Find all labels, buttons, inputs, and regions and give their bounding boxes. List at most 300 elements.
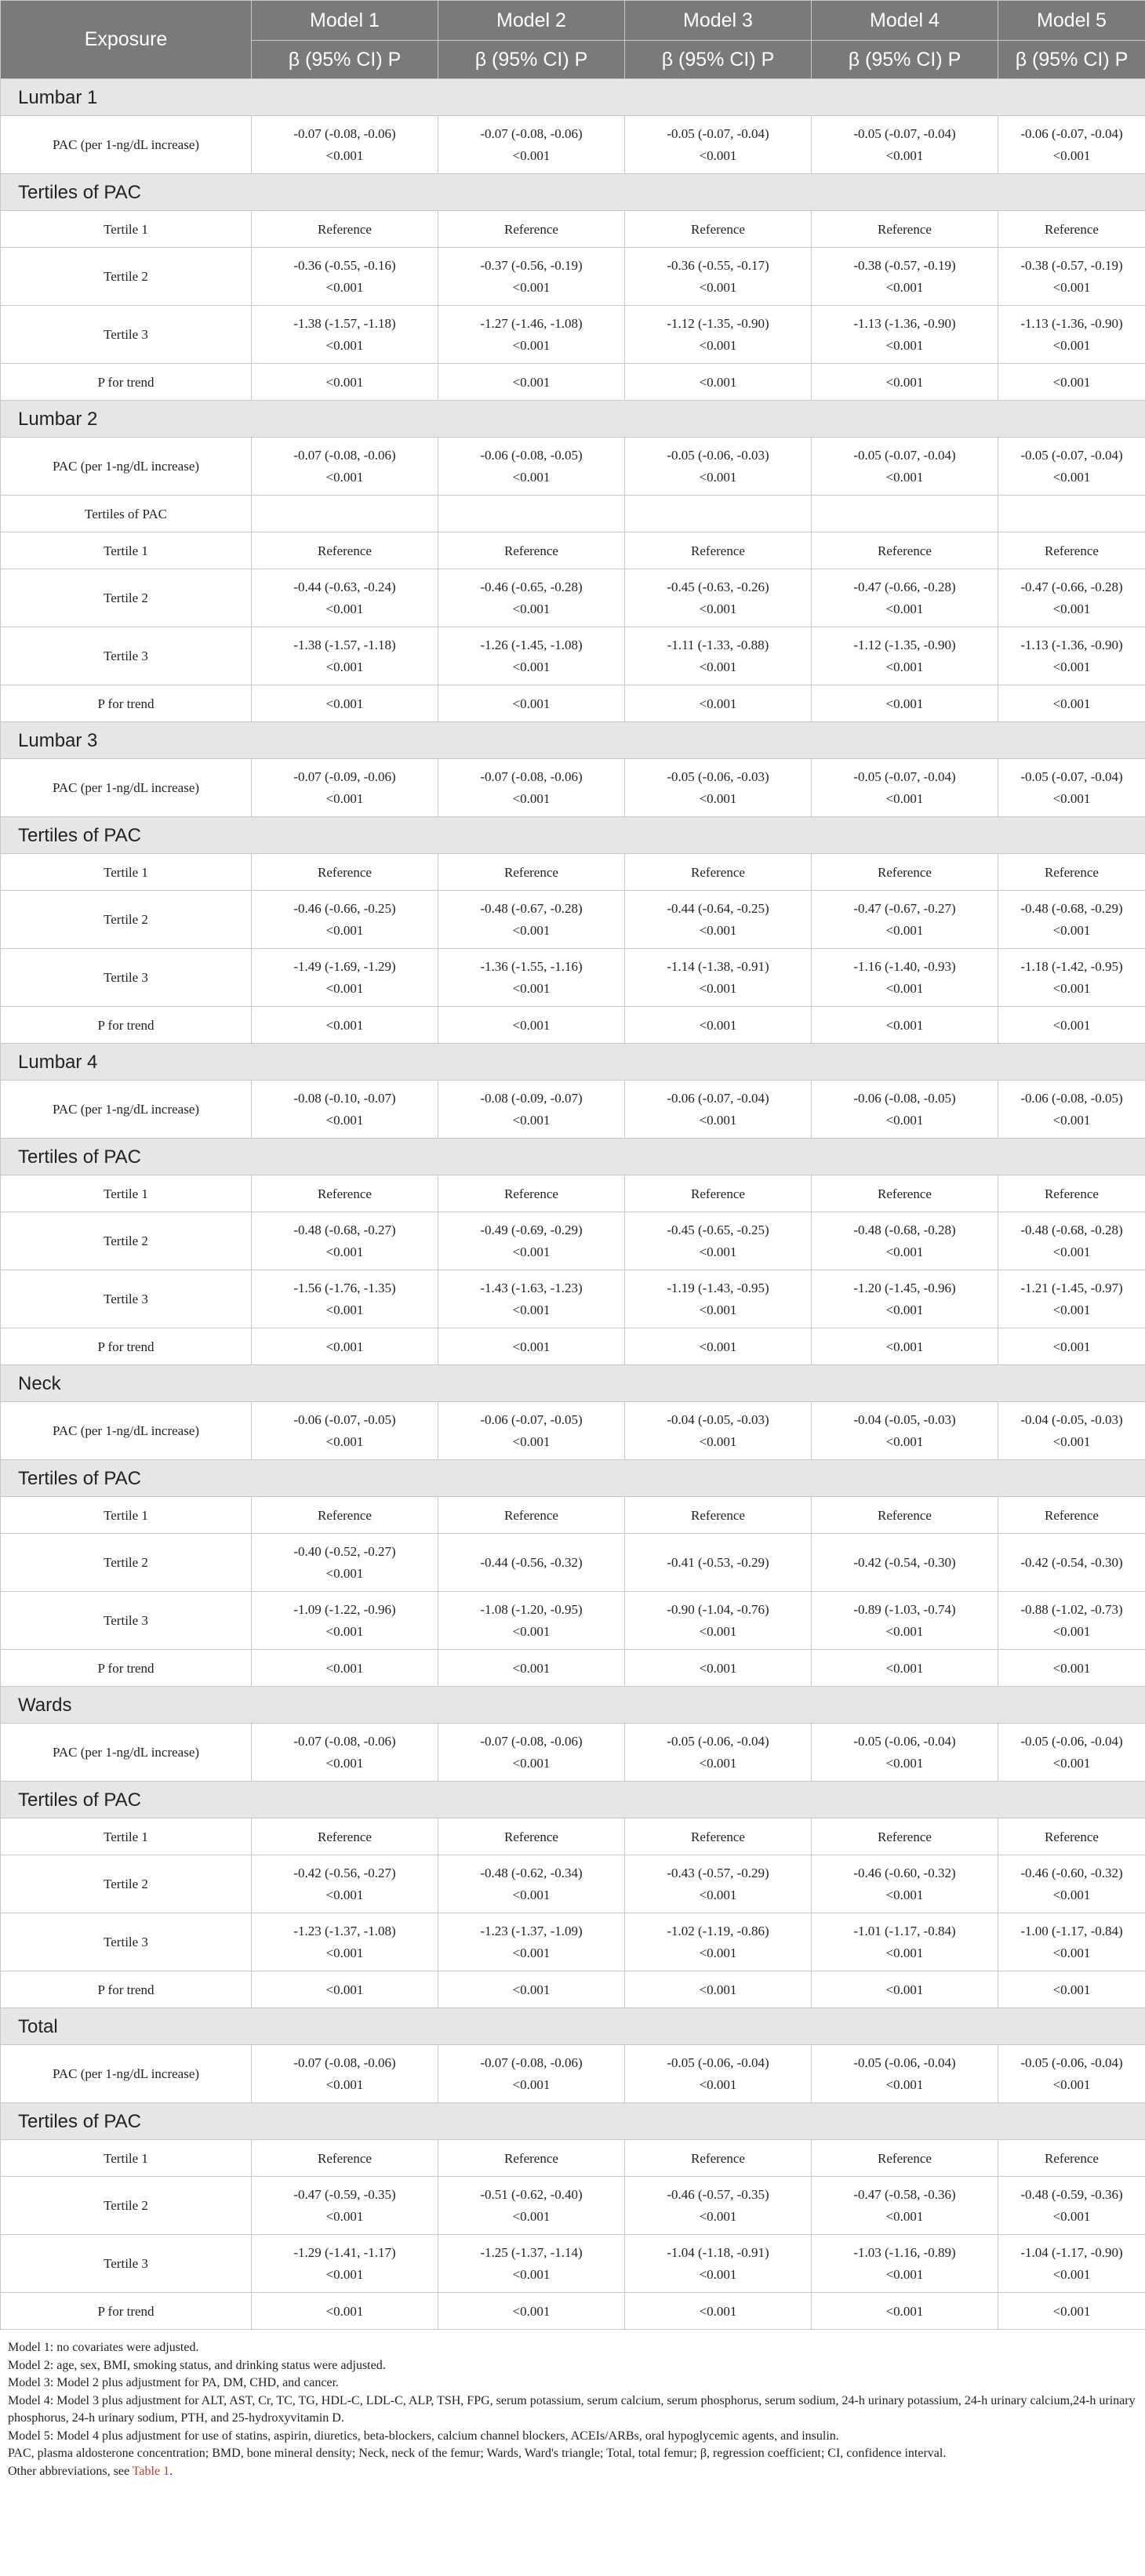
trend-row-wards-label: P for trend — [1, 1971, 252, 2008]
p-value: <0.001 — [512, 1112, 551, 1128]
tertile-2-row-lumbar-1-model-4 — [812, 248, 998, 306]
section-title: Wards — [1, 1687, 1145, 1724]
p-value: <0.001 — [699, 1623, 737, 1639]
p-value: <0.001 — [325, 922, 364, 938]
estimate-value: -0.47 (-0.59, -0.35) — [293, 2186, 396, 2202]
tertile-1-row-neck-model-5: Reference — [998, 1497, 1145, 1534]
tertile-1-row-lumbar-2-model-4: Reference — [812, 532, 998, 569]
p-value: <0.001 — [699, 1945, 737, 1960]
estimate-value: -0.07 (-0.08, -0.06) — [293, 2055, 396, 2070]
estimate-value: -0.07 (-0.08, -0.06) — [293, 447, 396, 463]
estimate-value: -0.04 (-0.05, -0.03) — [1020, 1412, 1123, 1427]
pac-row-lumbar-1-model-1 — [252, 116, 438, 174]
tertile-1-row-wards-model-4: Reference — [812, 1818, 998, 1855]
trend-row-lumbar-1-model-4: <0.001 — [812, 364, 998, 401]
p-value: <0.001 — [885, 601, 924, 616]
tertile-1-row-total-model-5: Reference — [998, 2140, 1145, 2177]
p-value: <0.001 — [512, 1945, 551, 1960]
tertile-2-row-lumbar-4-label: Tertile 2 — [1, 1212, 252, 1270]
tertile-1-row-neck — [1, 1497, 1145, 1534]
model-4-subheader: β (95% CI) P — [812, 41, 998, 79]
section-header-neck — [1, 1365, 1145, 1402]
tertile-3-row-neck-model-2 — [438, 1592, 625, 1650]
p-value: <0.001 — [512, 469, 551, 485]
p-value: <0.001 — [885, 1755, 924, 1771]
tertile-1-row-lumbar-3-model-5: Reference — [998, 854, 1145, 891]
trend-row-total-model-5: <0.001 — [998, 2293, 1145, 2330]
pac-row-lumbar-4-model-2 — [438, 1081, 625, 1139]
trend-row-lumbar-1-model-3: <0.001 — [625, 364, 812, 401]
pac-row-lumbar-1-model-4 — [812, 116, 998, 174]
p-value: <0.001 — [512, 980, 551, 996]
estimate-value: -1.38 (-1.57, -1.18) — [293, 315, 396, 331]
tertile-1-row-lumbar-4-model-3: Reference — [625, 1175, 812, 1212]
p-value: <0.001 — [699, 1433, 737, 1449]
estimate-value: -1.43 (-1.63, -1.23) — [480, 1280, 583, 1295]
estimate-value: -0.48 (-0.59, -0.36) — [1020, 2186, 1123, 2202]
trend-row-lumbar-4-model-3: <0.001 — [625, 1328, 812, 1365]
tertile-2-row-wards-model-5 — [998, 1855, 1145, 1913]
tertile-2-row-lumbar-3-label: Tertile 2 — [1, 891, 252, 949]
pac-row-neck-model-3 — [625, 1402, 812, 1460]
p-value: <0.001 — [1052, 922, 1091, 938]
tertile-2-row-lumbar-3-model-5 — [998, 891, 1145, 949]
tertile-2-row-neck-model-3 — [625, 1534, 812, 1592]
tertiles-title: Tertiles of PAC — [1, 1782, 1145, 1818]
p-value: <0.001 — [699, 469, 737, 485]
estimate-value: -0.47 (-0.58, -0.36) — [853, 2186, 956, 2202]
tertile-1-row-wards-model-2: Reference — [438, 1818, 625, 1855]
tertile-2-row-lumbar-1-model-3 — [625, 248, 812, 306]
p-value: <0.001 — [325, 1433, 364, 1449]
tertile-2-row-neck-model-2 — [438, 1534, 625, 1592]
tertile-3-row-neck — [1, 1592, 1145, 1650]
trend-row-wards — [1, 1971, 1145, 2008]
trend-row-wards-model-4: <0.001 — [812, 1971, 998, 2008]
tertile-3-row-wards-label: Tertile 3 — [1, 1913, 252, 1971]
pac-row-lumbar-2-model-4 — [812, 438, 998, 496]
p-value: <0.001 — [885, 922, 924, 938]
tertile-1-row-lumbar-2-model-2: Reference — [438, 532, 625, 569]
tertile-2-row-total-model-5 — [998, 2177, 1145, 2235]
tertile-1-row-total-model-1: Reference — [252, 2140, 438, 2177]
p-value: <0.001 — [699, 601, 737, 616]
section-title: Total — [1, 2008, 1145, 2045]
estimate-value: -0.05 (-0.07, -0.04) — [853, 447, 956, 463]
trend-row-neck-model-5: <0.001 — [998, 1650, 1145, 1687]
p-value: <0.001 — [325, 1302, 364, 1317]
tertile-2-row-wards — [1, 1855, 1145, 1913]
trend-row-lumbar-3-model-4: <0.001 — [812, 1007, 998, 1044]
p-value: <0.001 — [325, 1755, 364, 1771]
estimate-value: -0.48 (-0.62, -0.34) — [480, 1865, 583, 1880]
p-value: <0.001 — [699, 1302, 737, 1317]
trend-row-lumbar-1-label: P for trend — [1, 364, 252, 401]
tertile-2-row-lumbar-2-label: Tertile 2 — [1, 569, 252, 627]
p-value: <0.001 — [1052, 601, 1091, 616]
trend-row-total — [1, 2293, 1145, 2330]
estimate-value: -0.06 (-0.08, -0.05) — [480, 447, 583, 463]
tertile-3-row-neck-model-4 — [812, 1592, 998, 1650]
estimate-value: -1.00 (-1.17, -0.84) — [1020, 1923, 1123, 1938]
section-title: Lumbar 3 — [1, 722, 1145, 759]
estimate-value: -0.05 (-0.06, -0.04) — [853, 2055, 956, 2070]
estimate-value: -1.18 (-1.42, -0.95) — [1020, 958, 1123, 974]
section-header-wards — [1, 1687, 1145, 1724]
footnote-other-prefix: Other abbreviations, see — [8, 2464, 133, 2478]
tertiles-header-lumbar-1 — [1, 174, 1145, 211]
tertile-1-row-lumbar-3 — [1, 854, 1145, 891]
estimate-value: -0.49 (-0.69, -0.29) — [480, 1222, 583, 1237]
pac-row-total-model-5 — [998, 2045, 1145, 2103]
model-2-header: Model 2 — [438, 1, 625, 41]
p-value: <0.001 — [885, 1112, 924, 1128]
estimate-value: -0.45 (-0.63, -0.26) — [667, 579, 769, 594]
tertiles-header-neck — [1, 1460, 1145, 1497]
pac-row-lumbar-4-model-1 — [252, 1081, 438, 1139]
tertile-3-row-wards-model-4 — [812, 1913, 998, 1971]
tertile-1-row-lumbar-3-model-4: Reference — [812, 854, 998, 891]
footnote-other-suffix: . — [169, 2464, 173, 2478]
estimate-value: -0.44 (-0.56, -0.32) — [480, 1554, 583, 1570]
p-value: <0.001 — [885, 790, 924, 806]
estimate-value: -1.01 (-1.17, -0.84) — [853, 1923, 956, 1938]
footnote-other — [8, 2463, 1137, 2481]
p-value: <0.001 — [325, 659, 364, 674]
tertile-1-row-total — [1, 2140, 1145, 2177]
tertile-3-row-lumbar-4-model-1 — [252, 1270, 438, 1328]
p-value: <0.001 — [885, 337, 924, 353]
tertile-2-row-lumbar-1-model-2 — [438, 248, 625, 306]
pac-row-total-model-2 — [438, 2045, 625, 2103]
p-value: <0.001 — [1052, 659, 1091, 674]
footnote-abbreviations: PAC, plasma aldosterone concentration; BMD, bone mineral density; Neck, neck of the femur; Wards, Ward's triangle; Total, total femur; β, regression coefficient; CI, confidence interval. — [8, 2447, 947, 2460]
trend-row-lumbar-3 — [1, 1007, 1145, 1044]
tertile-2-row-wards-model-2 — [438, 1855, 625, 1913]
estimate-value: -0.06 (-0.08, -0.05) — [853, 1090, 956, 1106]
tertile-2-row-neck-model-1 — [252, 1534, 438, 1592]
tertile-3-row-lumbar-2-model-4 — [812, 627, 998, 685]
pac-row-lumbar-4 — [1, 1081, 1145, 1139]
tertile-1-row-neck-model-3: Reference — [625, 1497, 812, 1534]
estimate-value: -0.05 (-0.07, -0.04) — [853, 125, 956, 141]
p-value: <0.001 — [1052, 1302, 1091, 1317]
trend-row-total-label: P for trend — [1, 2293, 252, 2330]
p-value: <0.001 — [699, 1755, 737, 1771]
tertile-3-row-total-model-1 — [252, 2235, 438, 2293]
pac-row-lumbar-2-label: PAC (per 1-ng/dL increase) — [1, 438, 252, 496]
pac-row-total-model-3 — [625, 2045, 812, 2103]
pac-row-wards-model-5 — [998, 1724, 1145, 1782]
p-value: <0.001 — [1052, 1623, 1091, 1639]
estimate-value: -0.38 (-0.57, -0.19) — [853, 257, 956, 273]
estimate-value: -0.06 (-0.08, -0.05) — [1020, 1090, 1123, 1106]
pac-row-wards-model-1 — [252, 1724, 438, 1782]
tertile-1-row-neck-label: Tertile 1 — [1, 1497, 252, 1534]
model-4-header: Model 4 — [812, 1, 998, 41]
tertile-3-row-lumbar-1-model-4 — [812, 306, 998, 364]
pac-row-neck — [1, 1402, 1145, 1460]
pac-row-lumbar-1-model-2 — [438, 116, 625, 174]
tertile-3-row-wards-model-5 — [998, 1913, 1145, 1971]
tertile-3-row-lumbar-1-model-5 — [998, 306, 1145, 364]
tertile-3-row-lumbar-3-label: Tertile 3 — [1, 949, 252, 1007]
p-value: <0.001 — [512, 790, 551, 806]
pac-row-neck-model-2 — [438, 1402, 625, 1460]
tertile-2-row-lumbar-1-model-1 — [252, 248, 438, 306]
estimate-value: -0.47 (-0.66, -0.28) — [853, 579, 956, 594]
tertile-2-row-wards-model-1 — [252, 1855, 438, 1913]
p-value: <0.001 — [885, 1433, 924, 1449]
tertile-2-row-total-model-2 — [438, 2177, 625, 2235]
p-value: <0.001 — [325, 1945, 364, 1960]
p-value: <0.001 — [325, 279, 364, 295]
tertile-2-row-wards-model-3 — [625, 1855, 812, 1913]
p-value: <0.001 — [699, 279, 737, 295]
estimate-value: -1.23 (-1.37, -1.09) — [480, 1923, 583, 1938]
trend-row-lumbar-1 — [1, 364, 1145, 401]
estimate-value: -1.04 (-1.17, -0.90) — [1020, 2244, 1123, 2260]
tertiles-title: Tertiles of PAC — [1, 174, 1145, 211]
pac-row-total — [1, 2045, 1145, 2103]
estimate-value: -0.46 (-0.60, -0.32) — [853, 1865, 956, 1880]
estimate-value: -0.46 (-0.60, -0.32) — [1020, 1865, 1123, 1880]
tertile-3-row-neck-label: Tertile 3 — [1, 1592, 252, 1650]
trend-row-lumbar-3-model-1: <0.001 — [252, 1007, 438, 1044]
tertile-2-row-lumbar-4 — [1, 1212, 1145, 1270]
tertile-2-row-neck-label: Tertile 2 — [1, 1534, 252, 1592]
tertile-2-row-neck-model-4 — [812, 1534, 998, 1592]
estimate-value: -0.44 (-0.64, -0.25) — [667, 900, 769, 916]
trend-row-neck-label: P for trend — [1, 1650, 252, 1687]
p-value: <0.001 — [325, 790, 364, 806]
estimate-value: -0.06 (-0.07, -0.05) — [480, 1412, 583, 1427]
trend-row-lumbar-4-model-5: <0.001 — [998, 1328, 1145, 1365]
p-value: <0.001 — [512, 601, 551, 616]
estimate-value: -0.07 (-0.09, -0.06) — [293, 768, 396, 784]
p-value: <0.001 — [325, 337, 364, 353]
pac-row-neck-model-4 — [812, 1402, 998, 1460]
p-value: <0.001 — [1052, 790, 1091, 806]
estimate-value: -0.05 (-0.06, -0.04) — [667, 2055, 769, 2070]
estimate-value: -0.42 (-0.54, -0.30) — [853, 1554, 956, 1570]
tertile-1-row-total-label: Tertile 1 — [1, 2140, 252, 2177]
pac-row-lumbar-3-model-2 — [438, 759, 625, 817]
trend-row-neck-model-4: <0.001 — [812, 1650, 998, 1687]
tertile-1-row-total-model-2: Reference — [438, 2140, 625, 2177]
estimate-value: -0.44 (-0.63, -0.24) — [293, 579, 396, 594]
model-1-subheader: β (95% CI) P — [252, 41, 438, 79]
tertile-3-row-lumbar-1-model-1 — [252, 306, 438, 364]
tertile-3-row-wards-model-2 — [438, 1913, 625, 1971]
p-value: <0.001 — [699, 659, 737, 674]
p-value: <0.001 — [512, 2208, 551, 2224]
trend-row-lumbar-2-model-1: <0.001 — [252, 685, 438, 722]
tertile-1-row-lumbar-2 — [1, 532, 1145, 569]
pac-row-lumbar-1-model-5 — [998, 116, 1145, 174]
p-value: <0.001 — [512, 922, 551, 938]
estimate-value: -0.42 (-0.54, -0.30) — [1020, 1554, 1123, 1570]
section-title: Lumbar 1 — [1, 79, 1145, 116]
estimate-value: -0.07 (-0.08, -0.06) — [480, 768, 583, 784]
trend-row-lumbar-4 — [1, 1328, 1145, 1365]
trend-row-lumbar-2-model-2: <0.001 — [438, 685, 625, 722]
estimate-value: -0.48 (-0.68, -0.28) — [1020, 1222, 1123, 1237]
tertile-1-row-wards — [1, 1818, 1145, 1855]
trend-row-neck-model-2: <0.001 — [438, 1650, 625, 1687]
tertile-1-row-wards-label: Tertile 1 — [1, 1818, 252, 1855]
pac-row-lumbar-1-model-3 — [625, 116, 812, 174]
tertile-3-row-total-model-3 — [625, 2235, 812, 2293]
tertile-1-row-lumbar-1-model-1: Reference — [252, 211, 438, 248]
tertiles-header-wards — [1, 1782, 1145, 1818]
p-value: <0.001 — [1052, 469, 1091, 485]
tertile-1-row-neck-model-4: Reference — [812, 1497, 998, 1534]
tertile-1-row-lumbar-4 — [1, 1175, 1145, 1212]
tertile-2-row-lumbar-2-model-3 — [625, 569, 812, 627]
model-1-header: Model 1 — [252, 1, 438, 41]
tertile-1-row-lumbar-4-model-5: Reference — [998, 1175, 1145, 1212]
pac-row-neck-model-1 — [252, 1402, 438, 1460]
estimate-value: -0.48 (-0.68, -0.28) — [853, 1222, 956, 1237]
estimate-value: -0.48 (-0.67, -0.28) — [480, 900, 583, 916]
p-value: <0.001 — [1052, 2076, 1091, 2092]
tertile-3-row-lumbar-3-model-1 — [252, 949, 438, 1007]
tertile-2-row-lumbar-3-model-1 — [252, 891, 438, 949]
estimate-value: -0.47 (-0.67, -0.27) — [853, 900, 956, 916]
trend-row-lumbar-2-model-4: <0.001 — [812, 685, 998, 722]
p-value: <0.001 — [1052, 1244, 1091, 1259]
section-header-lumbar-3 — [1, 722, 1145, 759]
tertile-3-row-lumbar-2 — [1, 627, 1145, 685]
estimate-value: -0.05 (-0.07, -0.04) — [1020, 768, 1123, 784]
pac-row-lumbar-3-label: PAC (per 1-ng/dL increase) — [1, 759, 252, 817]
p-value: <0.001 — [325, 469, 364, 485]
p-value: <0.001 — [699, 922, 737, 938]
trend-row-neck-model-1: <0.001 — [252, 1650, 438, 1687]
tertile-2-row-total — [1, 2177, 1145, 2235]
tertile-1-row-neck-model-1: Reference — [252, 1497, 438, 1534]
trend-row-lumbar-2-model-5: <0.001 — [998, 685, 1145, 722]
tertile-3-row-lumbar-2-model-5 — [998, 627, 1145, 685]
estimate-value: -1.02 (-1.19, -0.86) — [667, 1923, 769, 1938]
section-header-lumbar-1 — [1, 79, 1145, 116]
tertile-1-row-total-model-3: Reference — [625, 2140, 812, 2177]
estimate-value: -1.09 (-1.22, -0.96) — [293, 1601, 396, 1617]
estimate-value: -1.26 (-1.45, -1.08) — [480, 637, 583, 652]
trend-row-lumbar-4-model-1: <0.001 — [252, 1328, 438, 1365]
model-3-subheader: β (95% CI) P — [625, 41, 812, 79]
p-value: <0.001 — [885, 1945, 924, 1960]
tertile-1-row-wards-model-5: Reference — [998, 1818, 1145, 1855]
estimate-value: -0.07 (-0.08, -0.06) — [480, 1733, 583, 1749]
model-2-subheader: β (95% CI) P — [438, 41, 625, 79]
estimate-value: -0.42 (-0.56, -0.27) — [293, 1865, 396, 1880]
p-value: <0.001 — [699, 1112, 737, 1128]
pac-row-lumbar-1-label: PAC (per 1-ng/dL increase) — [1, 116, 252, 174]
pac-row-wards-model-4 — [812, 1724, 998, 1782]
tertile-2-row-neck-model-5 — [998, 1534, 1145, 1592]
p-value: <0.001 — [885, 1244, 924, 1259]
trend-row-wards-model-2: <0.001 — [438, 1971, 625, 2008]
footnote-model-4: Model 4: Model 3 plus adjustment for ALT, AST, Cr, TC, TG, HDL-C, LDL-C, ALP, TSH, FPG, serum potassium, serum calcium, serum phosphorus, serum sodium, 24-h urinary potassium, 24-h urinary calcium,24-h urinary phosphorus, 24-h urinary sodium, PTH, and 25-hydroxyvitamin D. — [8, 2393, 1136, 2425]
estimate-value: -0.38 (-0.57, -0.19) — [1020, 257, 1123, 273]
estimate-value: -1.36 (-1.55, -1.16) — [480, 958, 583, 974]
tertile-1-row-lumbar-4-model-2: Reference — [438, 1175, 625, 1212]
p-value: <0.001 — [1052, 1945, 1091, 1960]
trend-row-lumbar-1-model-5: <0.001 — [998, 364, 1145, 401]
pac-row-lumbar-2-model-1 — [252, 438, 438, 496]
exposure-header: Exposure — [1, 1, 252, 79]
trend-row-total-model-4: <0.001 — [812, 2293, 998, 2330]
p-value: <0.001 — [885, 469, 924, 485]
section-title: Neck — [1, 1365, 1145, 1402]
pac-row-wards — [1, 1724, 1145, 1782]
tertile-2-row-lumbar-1-model-5 — [998, 248, 1145, 306]
p-value: <0.001 — [512, 337, 551, 353]
p-value: <0.001 — [512, 2266, 551, 2282]
tertile-3-row-lumbar-4-model-5 — [998, 1270, 1145, 1328]
tertile-2-row-total-model-1 — [252, 2177, 438, 2235]
tertile-1-row-lumbar-4-model-4: Reference — [812, 1175, 998, 1212]
tertile-3-row-total-label: Tertile 3 — [1, 2235, 252, 2293]
p-value: <0.001 — [699, 1887, 737, 1902]
tertile-1-row-lumbar-1-model-5: Reference — [998, 211, 1145, 248]
tertile-3-row-neck-model-1 — [252, 1592, 438, 1650]
tertile-1-row-total-model-4: Reference — [812, 2140, 998, 2177]
tertile-3-row-lumbar-2-label: Tertile 3 — [1, 627, 252, 685]
pac-row-lumbar-2 — [1, 438, 1145, 496]
tertiles-header-lumbar-2 — [1, 496, 1145, 532]
empty-cell — [252, 496, 438, 532]
p-value: <0.001 — [512, 1623, 551, 1639]
estimate-value: -1.16 (-1.40, -0.93) — [853, 958, 956, 974]
estimate-value: -1.38 (-1.57, -1.18) — [293, 637, 396, 652]
table-1-link[interactable]: Table 1 — [132, 2464, 170, 2478]
trend-row-lumbar-1-model-1: <0.001 — [252, 364, 438, 401]
tertile-3-row-lumbar-3-model-4 — [812, 949, 998, 1007]
p-value: <0.001 — [512, 1244, 551, 1259]
trend-row-lumbar-3-model-2: <0.001 — [438, 1007, 625, 1044]
estimate-value: -1.14 (-1.38, -0.91) — [667, 958, 769, 974]
tertile-1-row-wards-model-3: Reference — [625, 1818, 812, 1855]
pac-row-total-label: PAC (per 1-ng/dL increase) — [1, 2045, 252, 2103]
estimate-value: -0.46 (-0.65, -0.28) — [480, 579, 583, 594]
tertile-3-row-lumbar-2-model-2 — [438, 627, 625, 685]
tertiles-header-lumbar-4 — [1, 1139, 1145, 1175]
p-value: <0.001 — [512, 2076, 551, 2092]
estimate-value: -0.46 (-0.57, -0.35) — [667, 2186, 769, 2202]
p-value: <0.001 — [699, 980, 737, 996]
p-value: <0.001 — [512, 1755, 551, 1771]
trend-row-total-model-1: <0.001 — [252, 2293, 438, 2330]
estimate-value: -0.07 (-0.08, -0.06) — [480, 125, 583, 141]
estimate-value: -0.51 (-0.62, -0.40) — [480, 2186, 583, 2202]
pac-row-lumbar-4-model-4 — [812, 1081, 998, 1139]
p-value: <0.001 — [325, 1565, 364, 1581]
tertile-2-row-lumbar-1 — [1, 248, 1145, 306]
section-header-total — [1, 2008, 1145, 2045]
tertile-1-row-wards-model-1: Reference — [252, 1818, 438, 1855]
p-value: <0.001 — [699, 790, 737, 806]
tertile-2-row-neck — [1, 1534, 1145, 1592]
estimate-value: -1.19 (-1.43, -0.95) — [667, 1280, 769, 1295]
estimate-value: -0.05 (-0.06, -0.03) — [667, 768, 769, 784]
tertile-3-row-total-model-5 — [998, 2235, 1145, 2293]
p-value: <0.001 — [512, 1302, 551, 1317]
estimate-value: -0.07 (-0.08, -0.06) — [293, 1733, 396, 1749]
estimate-value: -0.08 (-0.09, -0.07) — [480, 1090, 583, 1106]
